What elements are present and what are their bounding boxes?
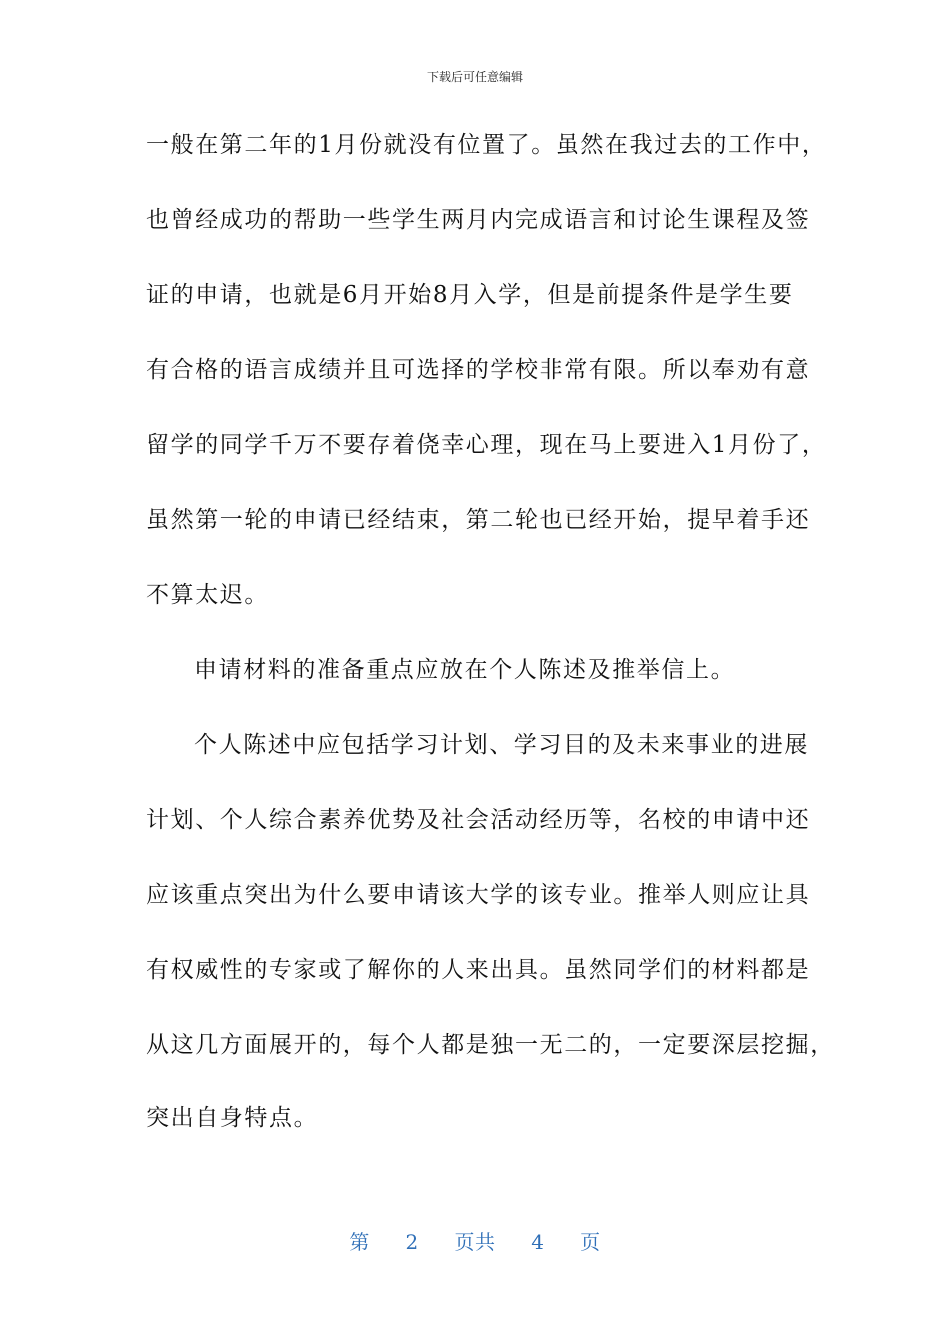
body-line: 突出自身特点。 [146,1105,319,1131]
footer-middle: 页共 [454,1230,496,1254]
paragraph-first-line: 申请材料的准备重点应放在个人陈述及推举信上。 [194,657,736,683]
body-line: 有权威性的专家或了解你的人来出具。虽然同学们的材料都是 [146,957,811,983]
footer-suffix: 页 [580,1230,601,1254]
page-number-footer [0,1226,950,1255]
body-line: 证的申请，也就是6月开始8月入学，但是前提条件是学生要 [146,282,794,308]
body-line: 应该重点突出为什么要申请该大学的该专业。推举人则应让具 [146,882,811,908]
paragraph-first-line: 个人陈述中应包括学习计划、学习目的及未来事业的进展 [194,732,809,758]
page-header: 下载后可任意编辑 [426,70,523,84]
body-line: 有合格的语言成绩并且可选择的学校非常有限。所以奉劝有意 [146,357,811,383]
body-line: 虽然第一轮的申请已经结束，第二轮也已经开始，提早着手还 [146,507,811,533]
total-page-number: 4 [531,1230,545,1254]
body-line: 计划、个人综合素养优势及社会活动经历等，名校的申请中还 [146,807,811,833]
footer-prefix: 第 [349,1230,370,1254]
body-line: 也曾经成功的帮助一些学生两月内完成语言和讨论生课程及签 [146,207,811,233]
body-line: 不算太迟。 [146,582,269,608]
body-line: 一般在第二年的1月份就没有位置了。虽然在我过去的工作中， [146,132,827,158]
current-page-number: 2 [405,1230,419,1254]
body-line: 留学的同学千万不要存着侥幸心理，现在马上要进入1月份了， [146,432,827,458]
body-line: 从这几方面展开的，每个人都是独一无二的，一定要深层挖掘， [146,1032,835,1058]
